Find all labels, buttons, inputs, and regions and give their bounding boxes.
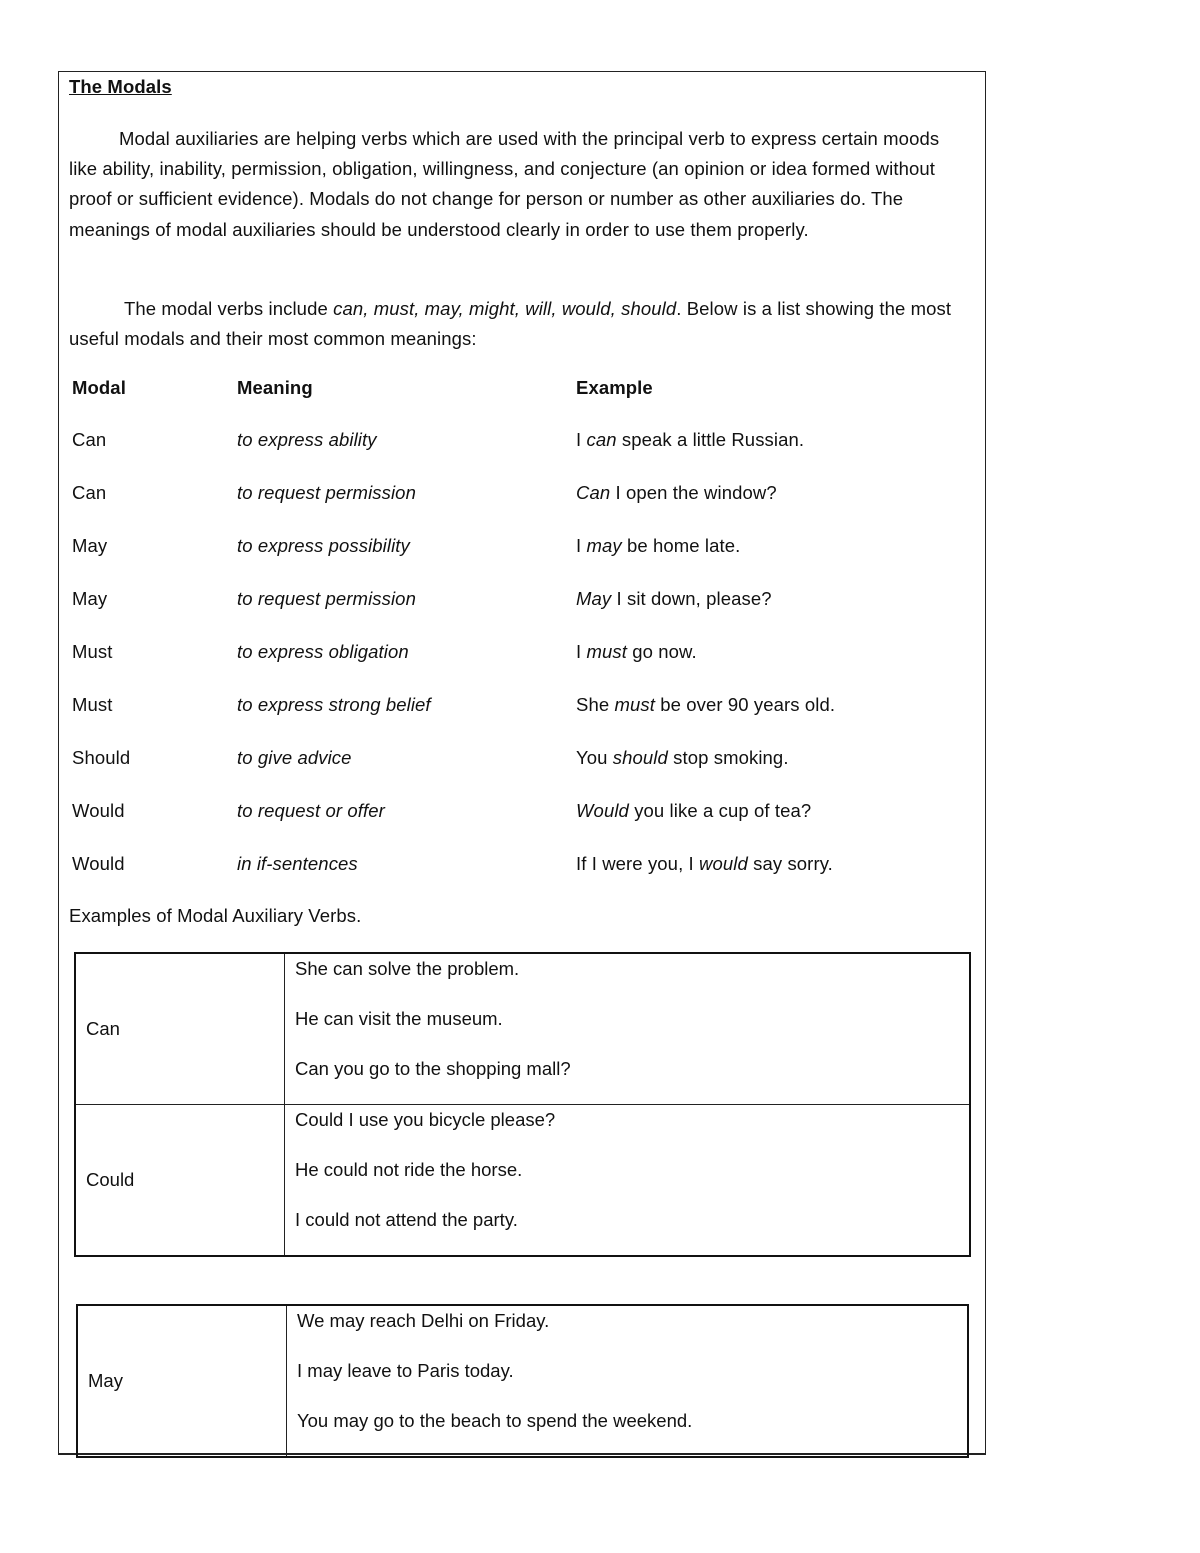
list-meaning: to give advice xyxy=(237,747,352,768)
example-sentence: Could I use you bicycle please? xyxy=(295,1109,556,1130)
list-row xyxy=(72,800,962,824)
example-text: If I were you, I xyxy=(576,853,700,874)
example-modal-italic: Can xyxy=(576,482,611,503)
table-row xyxy=(75,953,970,1105)
list-meaning: to request or offer xyxy=(237,800,385,821)
example-sentence: She can solve the problem. xyxy=(295,958,520,979)
list-row xyxy=(72,853,962,877)
list-modal: Would xyxy=(72,800,125,821)
list-example xyxy=(576,800,811,822)
example-sentence: You may go to the beach to spend the weekend. xyxy=(297,1410,693,1431)
example-sentence: Can you go to the shopping mall? xyxy=(295,1058,571,1079)
list-modal: Can xyxy=(72,482,107,503)
table-row xyxy=(77,1305,968,1457)
example-sentence: He could not ride the horse. xyxy=(295,1159,523,1180)
examples-table-1 xyxy=(74,952,971,1257)
list-example xyxy=(576,694,835,716)
example-text: You xyxy=(576,747,613,768)
example-sentence: We may reach Delhi on Friday. xyxy=(297,1310,550,1331)
example-sentence: I may leave to Paris today. xyxy=(297,1360,514,1381)
list-header-row xyxy=(72,377,962,401)
paragraph-italic-text: can, must, may, might, will, would, should xyxy=(333,298,677,319)
page-frame xyxy=(58,71,986,1455)
list-example xyxy=(576,429,804,451)
list-row xyxy=(72,429,962,453)
list-modal: Must xyxy=(72,641,113,662)
list-example xyxy=(576,641,697,663)
list-example xyxy=(576,535,740,557)
table-modal-cell: May xyxy=(77,1305,287,1457)
header-modal: Modal xyxy=(72,377,126,398)
paragraph-text: The modal verbs include xyxy=(124,298,334,319)
table-sentences-cell xyxy=(285,953,971,1105)
list-meaning: to express possibility xyxy=(237,535,410,556)
modal-verbs-paragraph xyxy=(69,294,959,354)
list-modal: Should xyxy=(72,747,131,768)
example-modal-italic: can xyxy=(586,429,617,450)
example-text: go now. xyxy=(626,641,697,662)
example-modal-italic: should xyxy=(612,747,668,768)
paragraph-text: . Below is a list showing the most useful modals and their most common meanings: xyxy=(69,298,952,350)
list-modal: May xyxy=(72,588,108,609)
example-text: I xyxy=(576,641,587,662)
list-row xyxy=(72,482,962,506)
list-meaning: to request permission xyxy=(237,588,416,609)
example-modal-italic: would xyxy=(699,853,748,874)
intro-paragraph: Modal auxiliaries are helping verbs which are used with the principal verb to express certain moods like ability, inability, permission, obligation, willingness, and conjecture (an opinion or idea formed without proof or sufficient evidence). Modals do not change for person or number as other auxiliaries do. The meanings of modal auxiliaries should be understood clearly in order to use them properly. xyxy=(69,128,940,240)
list-modal: May xyxy=(72,535,108,556)
example-modal-italic: may xyxy=(586,535,622,556)
example-text: I xyxy=(576,535,587,556)
example-text: I sit down, please? xyxy=(611,588,772,609)
example-modal-italic: must xyxy=(586,641,627,662)
example-modal-italic: May xyxy=(576,588,612,609)
list-meaning: to express strong belief xyxy=(237,694,431,715)
example-text: say sorry. xyxy=(747,853,833,874)
list-modal: Can xyxy=(72,429,107,450)
table-sentences-cell xyxy=(285,1105,971,1257)
list-meaning: to request permission xyxy=(237,482,416,503)
table-modal-cell: Could xyxy=(75,1105,285,1257)
list-meaning: in if-sentences xyxy=(237,853,358,874)
examples-intro: Examples of Modal Auxiliary Verbs. xyxy=(69,905,362,926)
list-modal: Would xyxy=(72,853,125,874)
table-row xyxy=(75,1105,970,1257)
list-row xyxy=(72,641,962,665)
list-example xyxy=(576,482,777,504)
list-row xyxy=(72,588,962,612)
list-row xyxy=(72,747,962,771)
list-example xyxy=(576,747,789,769)
page-title: The Modals xyxy=(69,76,172,97)
example-modal-italic: Would xyxy=(576,800,629,821)
header-example: Example xyxy=(576,377,653,398)
table-sentences-cell xyxy=(287,1305,969,1457)
example-text: be over 90 years old. xyxy=(654,694,836,715)
header-meaning: Meaning xyxy=(237,377,313,398)
example-text: stop smoking. xyxy=(667,747,789,768)
list-example xyxy=(576,853,833,875)
list-row xyxy=(72,694,962,718)
list-row xyxy=(72,535,962,559)
example-modal-italic: must xyxy=(614,694,655,715)
example-text: speak a little Russian. xyxy=(616,429,805,450)
list-modal: Must xyxy=(72,694,113,715)
list-meaning: to express ability xyxy=(237,429,377,450)
list-meaning: to express obligation xyxy=(237,641,409,662)
example-text: She xyxy=(576,694,615,715)
example-text: be home late. xyxy=(621,535,741,556)
list-example xyxy=(576,588,772,610)
examples-table-2 xyxy=(76,1304,969,1458)
example-sentence: I could not attend the party. xyxy=(295,1209,518,1230)
example-sentence: He can visit the museum. xyxy=(295,1008,503,1029)
example-text: I xyxy=(576,429,587,450)
example-text: you like a cup of tea? xyxy=(628,800,812,821)
example-text: I open the window? xyxy=(610,482,777,503)
table-modal-cell: Can xyxy=(75,953,285,1105)
